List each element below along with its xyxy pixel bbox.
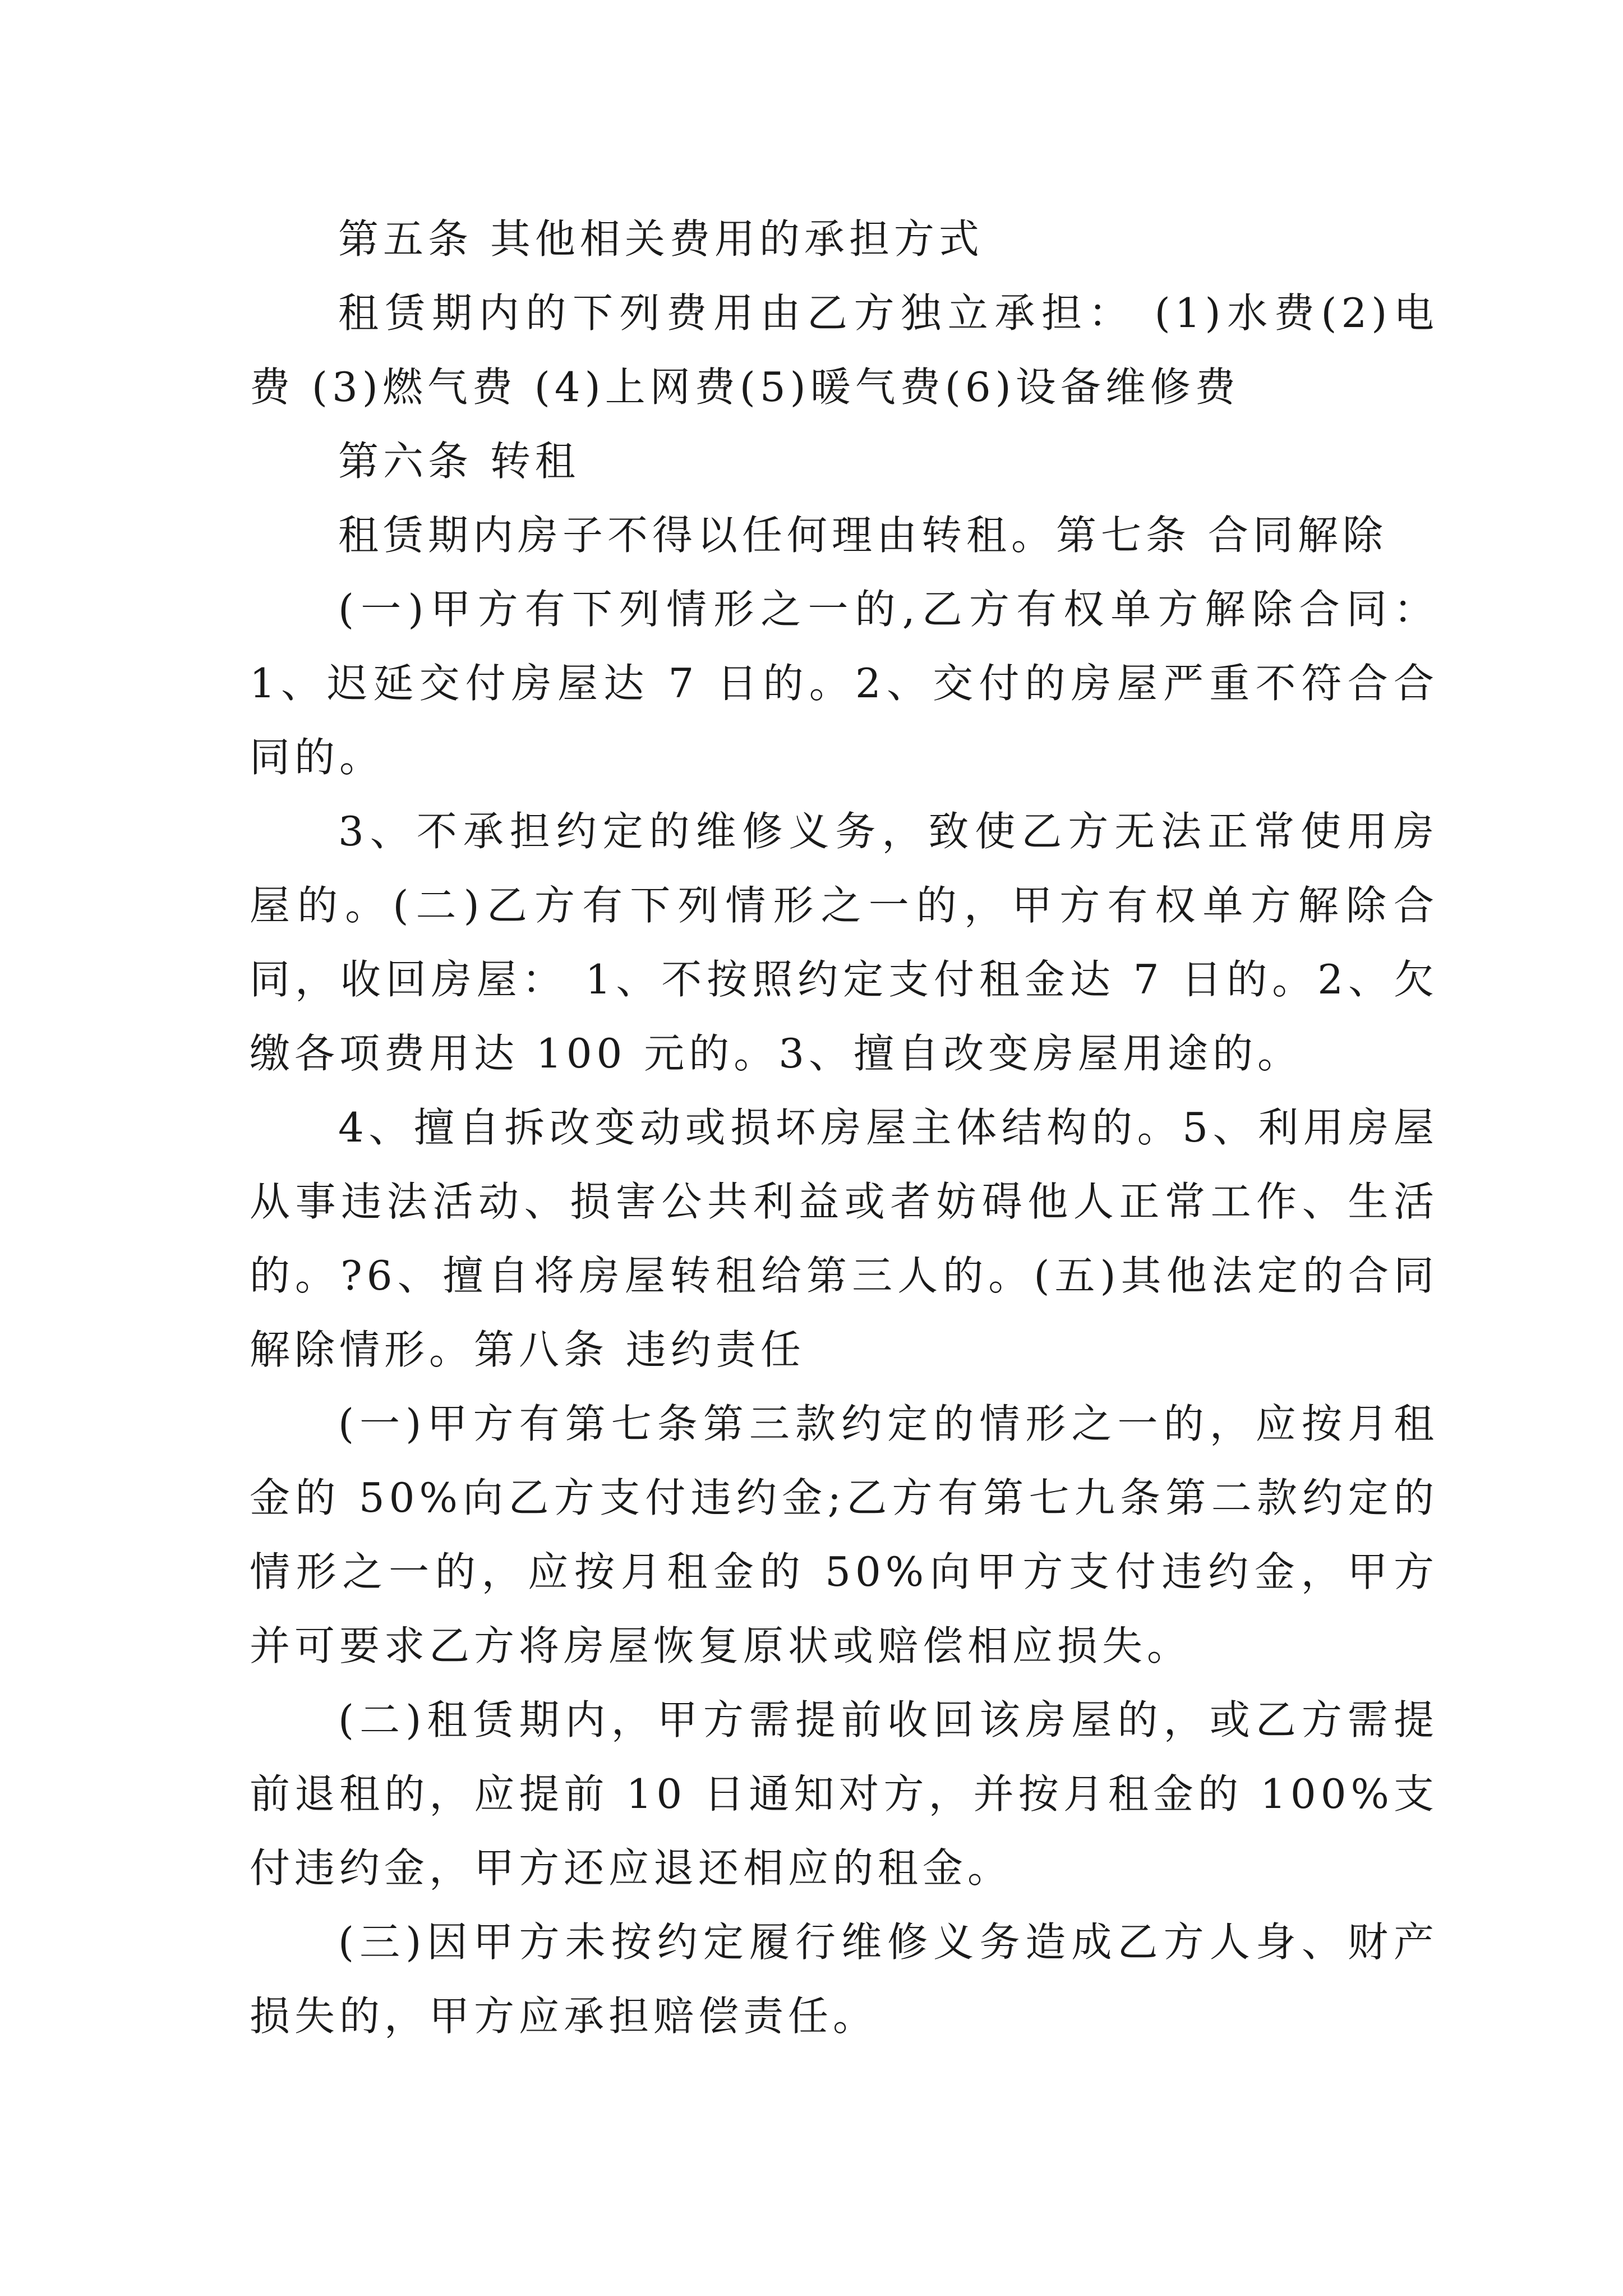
paragraph-liability-2: (二)租赁期内，甲方需提前收回该房屋的，或乙方需提前退租的，应提前 10 日通知对方，并按月租金的 100%支付违约金，甲方还应退还相应的租金。 <box>250 1696 1438 1892</box>
paragraph-liability-1: (一)甲方有第七条第三款约定的情形之一的，应按月租金的 50%向乙方支付违约金;乙方有第七九条第二款约定的情形之一的，应按月租金的 50%向甲方支付违约金，甲方并可要求乙方将房屋恢复原状或赔偿相应损失。 <box>250 1400 1438 1669</box>
document-body <box>250 202 1438 2053</box>
paragraph-sublet: 租赁期内房子不得以任何理由转租。第七条 合同解除 <box>338 512 1387 559</box>
paragraph-fees: 租赁期内的下列费用由乙方独立承担： (1)水费(2)电费 (3)燃气费 (4)上网费(5)暖气费(6)设备维修费 <box>250 289 1438 411</box>
paragraph-liability-3: (三)因甲方未按约定履行维修义务造成乙方人身、财产损失的，甲方应承担赔偿责任。 <box>250 1918 1438 2040</box>
paragraph-termination-more: 4、擅自拆改变动或损坏房屋主体结构的。5、利用房屋从事违法活动、损害公共利益或者妨碍他人正常工作、生活的。?6、擅自将房屋转租给第三人的。(五)其他法定的合同解除情形。第八条 违约责任 <box>250 1104 1438 1373</box>
heading-article-5: 第五条 其他相关费用的承担方式 <box>338 215 984 263</box>
heading-article-6: 第六条 转租 <box>338 438 580 485</box>
paragraph-termination-party-b: 3、不承担约定的维修义务，致使乙方无法正常使用房屋的。(二)乙方有下列情形之一的，甲方有权单方解除合同，收回房屋： 1、不按照约定支付租金达 7 日的。2、欠缴各项费用达 100 元的。3、擅自改变房屋用途的。 <box>250 808 1438 1077</box>
paragraph-termination-party-a: (一)甲方有下列情形之一的,乙方有权单方解除合同： 1、迟延交付房屋达 7 日的。2、交付的房屋严重不符合合同的。 <box>250 586 1438 781</box>
